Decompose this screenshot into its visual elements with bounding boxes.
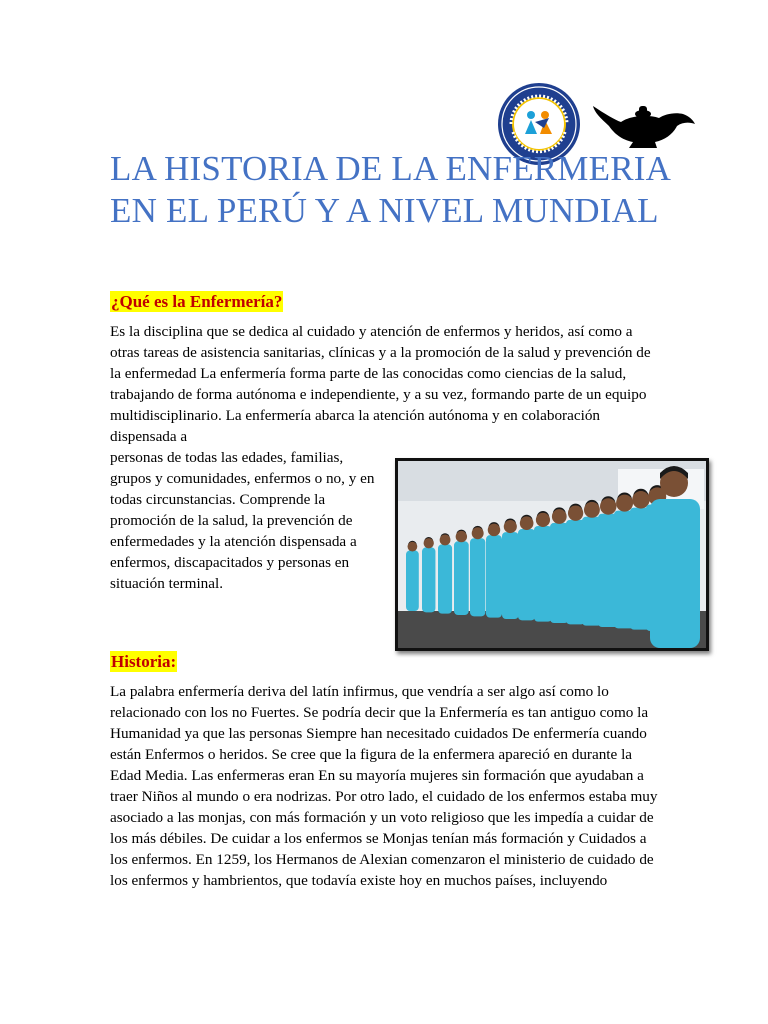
nurse-figure bbox=[454, 530, 469, 615]
nurses-group-photo bbox=[395, 458, 709, 651]
nurse-figure bbox=[518, 515, 535, 621]
nurse-figure bbox=[550, 507, 569, 623]
paragraph-historia: La palabra enfermería deriva del latín infirmus, que vendría a ser algo así como lo relacionado con los no Fuertes. Se podría decir que la Enfermería es tan antiguo como la Humanidad ya que las personas Siempre han necesitado cuidados De enfermería cuando están Enfermos o heridos. Se cree que la figura de la enfermera apareció en durante la Edad Media. Las enfermeras eran En su mayoría mujeres sin formación que ayudaban a traer Niños al mundo o era nodrizas. Por otro lado, el cuidado de los enfermos estaba muy asociado a las monjas, con más formación y un voto religioso que les impedía a cuidar de los más débiles. De cuidar a los enfermos se Monjas tenían más formación y Cuidados a los enfermos. En 1259, los Hermanos de Alexian comenzaron el ministerio de cuidado de los enfermos y hambrientos, que todavía existe hoy en muchos países, incluyendo bbox=[110, 683, 658, 889]
nurse-figure bbox=[438, 533, 452, 613]
nurse-figure bbox=[470, 526, 485, 616]
section-heading-historia: Historia: bbox=[111, 652, 177, 671]
nursing-lamp-icon bbox=[585, 92, 697, 154]
page-title: LA HISTORIA DE LA ENFERMERIA EN EL PERÚ Y A NIVEL MUNDIAL bbox=[110, 149, 670, 230]
paragraph-definition-continued: personas de todas las edades, familias, grupos y comunidades, enfermos o no, y en todas circunstancias. Comprende la promoción de la salud, la prevención de enfermedades y la atención dispensada a enfermos, discapacitados y personas en situación terminal. bbox=[110, 449, 375, 592]
section-heading-que-es: ¿Qué es la Enfermería? bbox=[111, 292, 283, 311]
nurse-figure bbox=[502, 518, 519, 619]
paragraph-definition: Es la disciplina que se dedica al cuidado y atención de enfermos y heridos, así como a otras tareas de asistencia sanitarias, clínicas y a la promoción de la salud y prevención de la enfermedad La enfermería forma parte de las conocidas como ciencias de la salud, trabajando de forma autónoma e independiente, y a su vez, formando parte de un equipo multidisciplinario. La enfermería abarca la atención autónoma y en colaboración dispensada a bbox=[110, 323, 651, 445]
nurse-figure bbox=[486, 522, 502, 617]
nurse-figure bbox=[406, 541, 419, 611]
nurse-figure bbox=[422, 537, 435, 612]
nurse-figure bbox=[534, 511, 552, 622]
